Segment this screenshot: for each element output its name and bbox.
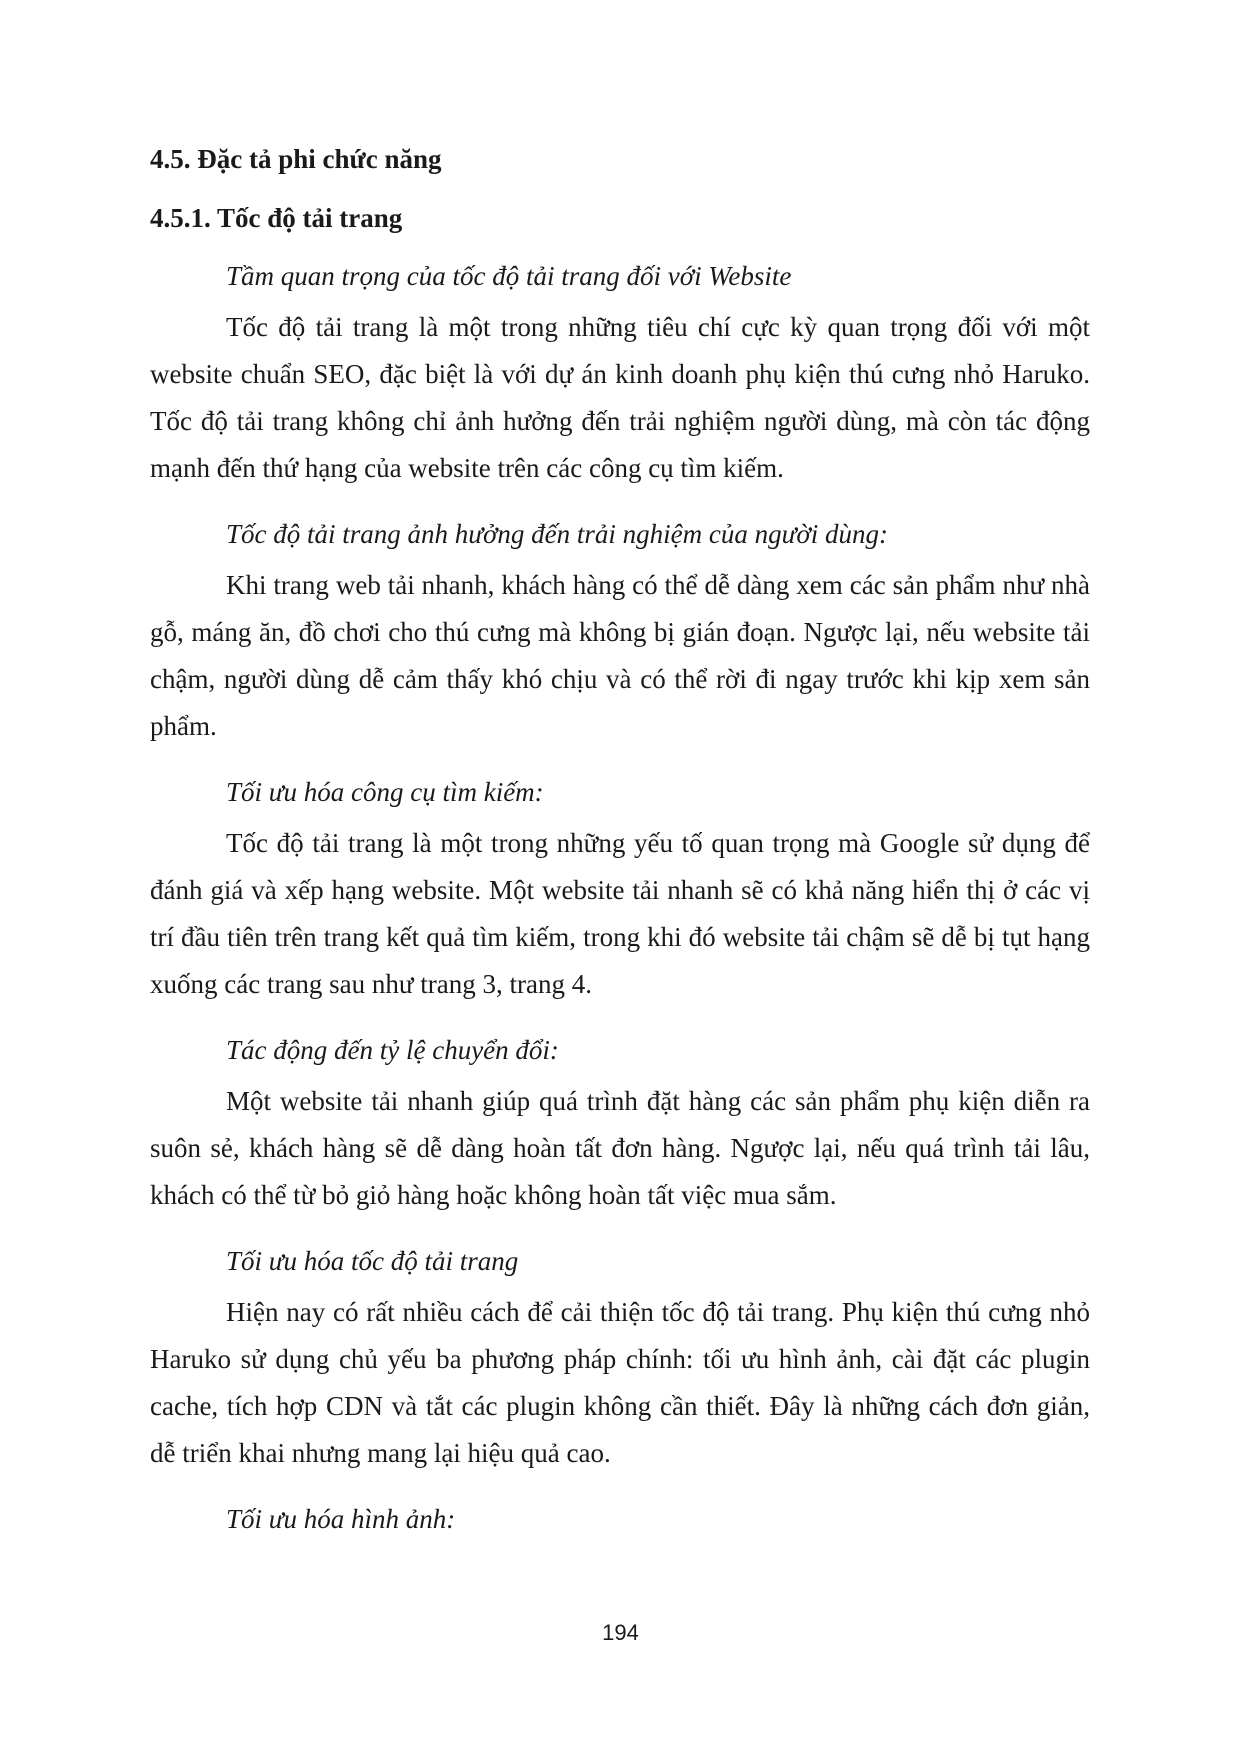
- italic-subheading: Tầm quan trọng của tốc độ tải trang đối với Website: [226, 261, 792, 291]
- italic-subheading: Tối ưu hóa hình ảnh:: [226, 1504, 456, 1534]
- body-paragraph: Một website tải nhanh giúp quá trình đặt hàng các sản phẩm phụ kiện diễn ra suôn sẻ, khách hàng sẽ dễ dàng hoàn tất đơn hàng. Ngược lại, nếu quá trình tải lâu, khách có thể từ bỏ giỏ hàng hoặc không hoàn tất việc mua sắm.: [150, 1086, 1090, 1210]
- body-paragraph: Khi trang web tải nhanh, khách hàng có thể dễ dàng xem các sản phẩm như nhà gỗ, máng ăn, đồ chơi cho thú cưng mà không bị gián đoạn. Ngược lại, nếu website tải chậm, người dùng dễ cảm thấy khó chịu và có thể rời đi ngay trước khi kịp xem sản phẩm.: [150, 570, 1090, 741]
- italic-subheading: Tối ưu hóa tốc độ tải trang: [226, 1246, 519, 1276]
- body-paragraph: Tốc độ tải trang là một trong những yếu tố quan trọng mà Google sử dụng để đánh giá và xếp hạng website. Một website tải nhanh sẽ có khả năng hiển thị ở các vị trí đầu tiên trên trang kết quả tìm kiếm, trong khi đó website tải chậm sẽ dễ bị tụt hạng xuống các trang sau như trang 3, trang 4.: [150, 828, 1090, 999]
- document-page: [150, 143, 1090, 1535]
- italic-subheading: Tối ưu hóa công cụ tìm kiếm:: [226, 777, 544, 807]
- italic-subheading: Tốc độ tải trang ảnh hưởng đến trải nghiệm của người dùng:: [226, 519, 888, 549]
- page-number: 194: [602, 1620, 639, 1645]
- body-paragraph: Hiện nay có rất nhiều cách để cải thiện tốc độ tải trang. Phụ kiện thú cưng nhỏ Haruko sử dụng chủ yếu ba phương pháp chính: tối ưu hình ảnh, cài đặt các plugin cache, tích hợp CDN và tắt các plugin không cần thiết. Đây là những cách đơn giản, dễ triển khai nhưng mang lại hiệu quả cao.: [150, 1297, 1090, 1468]
- subsection-heading: 4.5.1. Tốc độ tải trang: [150, 203, 403, 233]
- italic-subheading: Tác động đến tỷ lệ chuyển đổi:: [226, 1035, 559, 1065]
- section-heading: 4.5. Đặc tả phi chức năng: [150, 144, 442, 174]
- body-paragraph: Tốc độ tải trang là một trong những tiêu chí cực kỳ quan trọng đối với một website chuẩn SEO, đặc biệt là với dự án kinh doanh phụ kiện thú cưng nhỏ Haruko. Tốc độ tải trang không chỉ ảnh hưởng đến trải nghiệm người dùng, mà còn tác động mạnh đến thứ hạng của website trên các công cụ tìm kiếm.: [150, 312, 1090, 483]
